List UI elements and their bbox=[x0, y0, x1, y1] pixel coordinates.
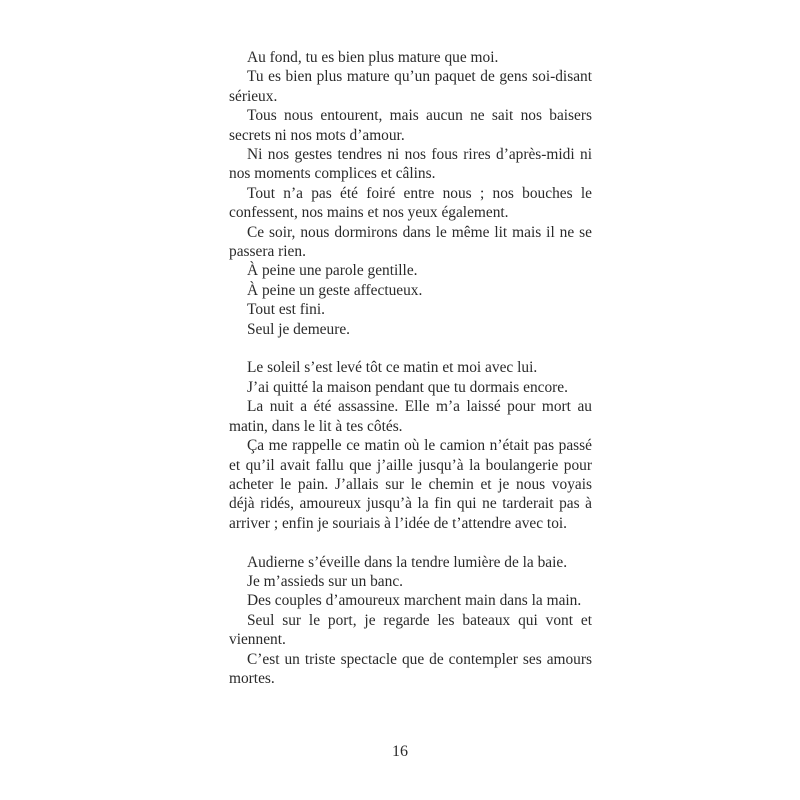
section-2 bbox=[229, 358, 592, 533]
paragraph: À peine un geste affectueux. bbox=[247, 281, 423, 299]
paragraph: Tout n’a pas été foiré entre nous ; nos bouches le confessent, nos mains et nos yeux également. bbox=[229, 184, 592, 222]
paragraph: Tous nous entourent, mais aucun ne sait nos baisers secrets ni nos mots d’amour. bbox=[229, 107, 592, 144]
paragraph: Des couples d’amoureux marchent main dans la main. bbox=[247, 592, 582, 610]
paragraph: Ça me rappelle ce matin où le camion n’était pas passé et qu’il avait fallu que j’aille jusqu’à la boulangerie pour acheter le pain. J’allais sur le chemin et je nous voyais déjà ridés, amoureux jusqu’à la fin qui ne tarderait pas à arriver ; enfin je souriais à l’idée de t’attendre avec toi. bbox=[229, 437, 592, 532]
paragraph: Seul je demeure. bbox=[247, 320, 350, 338]
paragraph: Au fond, tu es bien plus mature que moi. bbox=[247, 49, 499, 66]
paragraph: Seul sur le port, je regarde les bateaux qui vont et viennent. bbox=[229, 611, 592, 649]
paragraph: Tu es bien plus mature qu’un paquet de gens soi-disant sérieux. bbox=[229, 68, 592, 105]
paragraph: Ni nos gestes tendres ni nos fous rires d’après-midi ni nos moments complices et câlins. bbox=[229, 146, 592, 183]
paragraph: C’est un triste spectacle que de contempler ses amours mortes. bbox=[229, 650, 592, 687]
paragraph: Ce soir, nous dormirons dans le même lit mais il ne se passera rien. bbox=[229, 223, 592, 261]
paragraph: À peine une parole gentille. bbox=[247, 262, 418, 280]
section-1 bbox=[229, 48, 592, 339]
body-text bbox=[229, 48, 592, 688]
page-number: 16 bbox=[392, 743, 408, 760]
section-3 bbox=[229, 553, 592, 689]
paragraph: Tout est fini. bbox=[247, 301, 326, 319]
paragraph: Audierne s’éveille dans la tendre lumière de la baie. bbox=[247, 553, 568, 571]
paragraph: La nuit a été assassine. Elle m’a laissé pour mort au matin, dans le lit à tes côtés. bbox=[229, 398, 592, 435]
paragraph: Je m’assieds sur un banc. bbox=[247, 572, 404, 590]
paragraph: Le soleil s’est levé tôt ce matin et moi avec lui. bbox=[247, 359, 538, 377]
paragraph: J’ai quitté la maison pendant que tu dormais encore. bbox=[247, 378, 568, 396]
